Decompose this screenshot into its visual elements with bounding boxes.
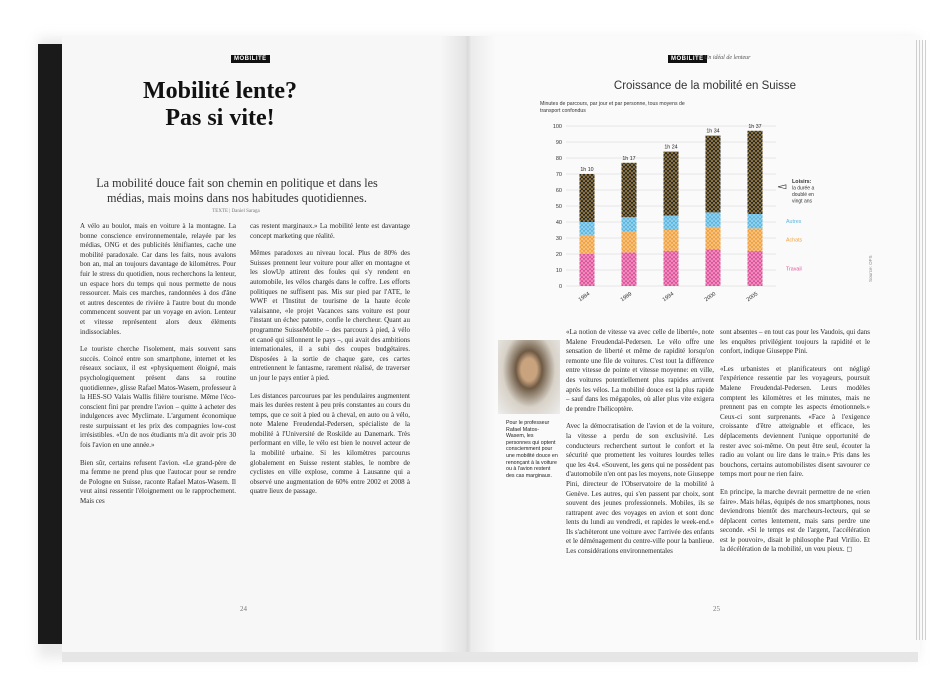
bar-segment-achats	[748, 228, 763, 250]
section-tag: MOBILITÉ	[231, 55, 270, 63]
paragraph: cas restent marginaux.» La mobilité lente est davantage concept marketing que réalité.	[250, 222, 410, 240]
chart-title: Croissance de la mobilité en Suisse	[613, 80, 797, 92]
paragraph: «Les urbanistes et planificateurs ont négligé l'expérience ressentie par les voyageurs, poursuit Malene Freudendal-Pedersen. Leurs modèles comptent les kilomètres et les minutes, mais ne prennent pas en compte les aspects émotionnels.» Ceux-ci sont surprenants. «Face à l'exigence croissante d'être atteignable et efficace, les déplacements deviennent l'unique opportunité de rester avec soi-même. On peut être seul, écouter la radio au volant ou lire dans le train.» Pris dans les bouchons, certains automobilistes disent savourer ce temps mort pour ne rien faire.	[720, 364, 870, 479]
bar-segment-autres	[706, 212, 721, 226]
chart-annotation: Loisirs:	[792, 178, 812, 185]
legend-label-travail: Travail	[786, 266, 802, 273]
paragraph: Avec la démocratisation de l'avion et de la voiture, la vitesse a perdu de son exclusivité. Les conducteurs recherchent surtout le confort et la sécurité que promettent les voitures lourdes telles que les 4x4. «Souvent, les gens qui ne possèdent pas d'automobile n'en ont pas les moyens, note Giuseppe Pini, directeur de l'Observatoire de la mobilité à Genève. Les autres, qui s'en passent par choix, sont souvent des jeunes professionnels. Mobiles, ils se rattrapent avec des voyages en avion et sont donc lents du lundi au vendredi, et rapides le week-end.» Ils s'achèteront une voiture avec l'arrivée des enfants et le déménagement du centre-ville pour la banlieue. Les considérations environnementales	[566, 422, 714, 556]
bar-total-label: 1h 17	[622, 155, 636, 162]
bar-segment-autres	[622, 217, 637, 231]
paragraph: Mêmes paradoxes au niveau local. Plus de 80% des Suisses prennent leur voiture pour aller en montagne et les slowUp attirent des foules qui s'y rendent en automobile, les vélos chargés dans le coffre. Les efforts politiques ne suffisent pas. Mis sur pied par l'ATE, le WWF et l'Institut de tourisme de la haute école valaisanne, «le projet Vacances sans voiture est pour l'instant un échec patent», confie le chercheur. Quant au programme SuisseMobile – des parcours à pied, à vélo et canoë qui sillonnent le pays –, qui avait des ambitions internationales, il a subi des coupes budgétaires. Disposées à la sortie de chaque gare, ces cartes entretiennent le fantasme, rarement réalisé, de traverser un jour le pays entier à pied.	[250, 249, 410, 382]
bar-total-label: 1h 34	[706, 128, 720, 135]
y-tick-label: 90	[555, 140, 562, 146]
paragraph: En principe, la marche devrait permettre de ne «rien faire». Mais hélas, équipés de nos smartphones, nous deviendrons bientôt des marcheurs-lecteurs, qui se déplacent certes lentement, mais sans perdre une seconde. «Si le temps est de l'argent, l'accélération est le pouvoir», disait le philosophe Paul Virilio. Et la décélération de la mobilité, un vœu pieux. ◻	[720, 487, 870, 554]
article-subtitle: La mobilité douce fait son chemin en politique et dans les médias, mais moins dans nos habitudes quotidiennes.	[96, 176, 378, 205]
portrait-photo	[498, 340, 560, 414]
bar-total-label: 1h 10	[580, 167, 594, 173]
title-line-1: Mobilité lente?	[143, 78, 297, 104]
paragraph: «La notion de vitesse va avec celle de liberté», note Malene Freudendal-Pedersen. Le vélo offre une sensation de liberté et même de rapidité lorsqu'on remonte une file de voitures. C'est tout la différence entre vitesse de pointe et vitesse moyenne: en ville, des voitures potentiellement plus rapides arrivent après les vélos. La mobilité douce est la plus rapide – sauf dans les mégapoles, où aller plus vite exigera de prendre l'hélicoptère.	[566, 328, 714, 413]
y-tick-label: 100	[552, 124, 562, 130]
x-tick-label: 1994	[661, 291, 676, 304]
page-number: 25	[713, 605, 720, 613]
section-tag: MOBILITÉ	[668, 55, 707, 63]
y-tick-label: 60	[555, 188, 562, 194]
bar-segment-loisirs	[622, 163, 637, 217]
mobility-bar-chart	[536, 118, 882, 318]
page-edges	[916, 40, 928, 640]
y-tick-label: 0	[558, 284, 562, 290]
x-tick-label: 1984	[577, 291, 592, 304]
paragraph: Le touriste cherche l'isolement, mais souvent sans succès. Coincé entre son smartphone, internet et les réseaux sociaux, il est «physiquement éloigné, mais psychologiquement présent dans sa routine quotidienne», glisse Rafael Matos-Wasem, professeur à la HES-SO Valais Wallis filière tourisme. Même l'éco-conscient fini par prendre l'avion – quitte à acheter des indulgences avec Myclimate. L'argument économique reste surpuissant et les prix des compagnies low-cost irrésistibles. «Un de nos étudiants m'a dit avoir pris 30 fois l'avion en une année.»	[80, 345, 236, 450]
section-subtitle: Un idéal de lenteur	[704, 55, 751, 61]
bar-segment-achats	[706, 227, 721, 249]
title-line-2: Pas si vite!	[165, 105, 275, 131]
left-column-1	[80, 222, 236, 515]
y-tick-label: 70	[555, 172, 562, 178]
bar-segment-autres	[580, 222, 595, 235]
chart-source: Source: OFS	[868, 255, 873, 282]
bar-segment-loisirs	[580, 174, 595, 222]
bar-segment-autres	[748, 214, 763, 228]
bar-segment-travail	[748, 251, 763, 286]
y-tick-label: 10	[555, 268, 562, 274]
page-bottom-edge	[62, 652, 918, 662]
bar-segment-travail	[706, 249, 721, 286]
y-tick-label: 80	[555, 156, 562, 162]
legend-label-autres: Autres	[786, 219, 802, 226]
article-title	[80, 78, 360, 132]
legend-label-achats: Achats	[786, 237, 803, 244]
y-tick-label: 30	[555, 236, 562, 242]
bar-total-label: 1h 24	[664, 144, 678, 151]
bar-segment-travail	[664, 251, 679, 286]
chart-annotation: doublé en	[792, 191, 814, 198]
book-gutter	[440, 36, 496, 656]
chart-annotation: vingt ans	[792, 198, 813, 205]
bar-segment-loisirs	[748, 131, 763, 214]
right-column-1	[566, 328, 714, 565]
photo-caption: Pour le professeur Rafael Matos-Wasem, les personnes qui optent consciemment pour une mobilité douce en renonçant à la voiture ou à l'avion restent des cas marginaux.	[506, 420, 558, 479]
chart-annotation: la durée a	[792, 185, 815, 192]
bar-segment-autres	[664, 216, 679, 230]
y-tick-label: 40	[555, 220, 562, 226]
paragraph: A vélo au boulot, mais en voiture à la montagne. La bonne conscience environnementale, relayée par les médias, ONG et des publicités lénifiantes, cache une mobilité paradoxale. Car dans les faits, nous avalons bon an, mal an toujours davantage de kilomètres. Pour fuir le stress du quotidien, nous recherchons la lenteur, un espace hors du temps qui nous permette de nous ressourcer. Mais ces marches, randonnées à dos d'âne et autres descentes de rivière à l'autre bout du monde commencent souvent par un voyage en avion. Lenteur et vitesse représentent alors deux éléments indissociables.	[80, 222, 236, 336]
pointing-hand-icon	[778, 185, 786, 189]
y-tick-label: 50	[555, 204, 562, 210]
bar-segment-travail	[580, 254, 595, 286]
right-column-2	[720, 328, 870, 563]
bar-segment-achats	[622, 232, 637, 253]
bar-segment-loisirs	[706, 136, 721, 213]
left-column-2	[250, 222, 410, 505]
bar-segment-loisirs	[664, 152, 679, 216]
x-tick-label: 1989	[619, 291, 634, 304]
y-tick-label: 20	[555, 252, 562, 258]
x-tick-label: 2000	[703, 291, 718, 304]
bar-total-label: 1h 37	[748, 123, 762, 130]
paragraph: Bien sûr, certains refusent l'avion. «Le grand-père de ma femme ne prend plus que l'autocar pour se rendre de Pologne en Suisse, raconte Rafael Matos-Wasem. Il veut ainsi ressentir l'éloignement ou le rapprochement. Mais ces	[80, 458, 236, 506]
x-tick-label: 2005	[745, 291, 760, 304]
byline: TEXTE | Daniel Saraga	[212, 209, 260, 214]
paragraph: sont absentes – en tout cas pour les Vaudois, qui dans les enquêtes privilégient toujours la rapidité et le confort, indique Giuseppe Pini.	[720, 328, 870, 356]
page-number: 24	[240, 605, 247, 613]
chart-y-label: Minutes de parcours, par jour et par personne, tous moyens de transport confondus	[540, 101, 685, 114]
bar-segment-travail	[622, 252, 637, 286]
bar-segment-achats	[664, 230, 679, 251]
paragraph: Les distances parcourues par les pendulaires augmentent mais les durées restent à peu près constantes au cours du temps, que ce soit à pied ou à cheval, en auto ou à vélo, note Malene Freudendal-Pedersen, spécialiste de la mobilité à l'Université de Roskilde au Danemark. Très performant en ville, le vélo est bien le nouvel acteur de la mobilité urbaine. Si les kilomètres parcourus globalement en Suisse restent stables, le nombre de cyclistes en ville explose, comme à Lausanne qui a observé une augmentation de 60% entre 2002 et 2008 à quatre lieux de passage.	[250, 391, 410, 496]
bar-segment-achats	[580, 235, 595, 254]
